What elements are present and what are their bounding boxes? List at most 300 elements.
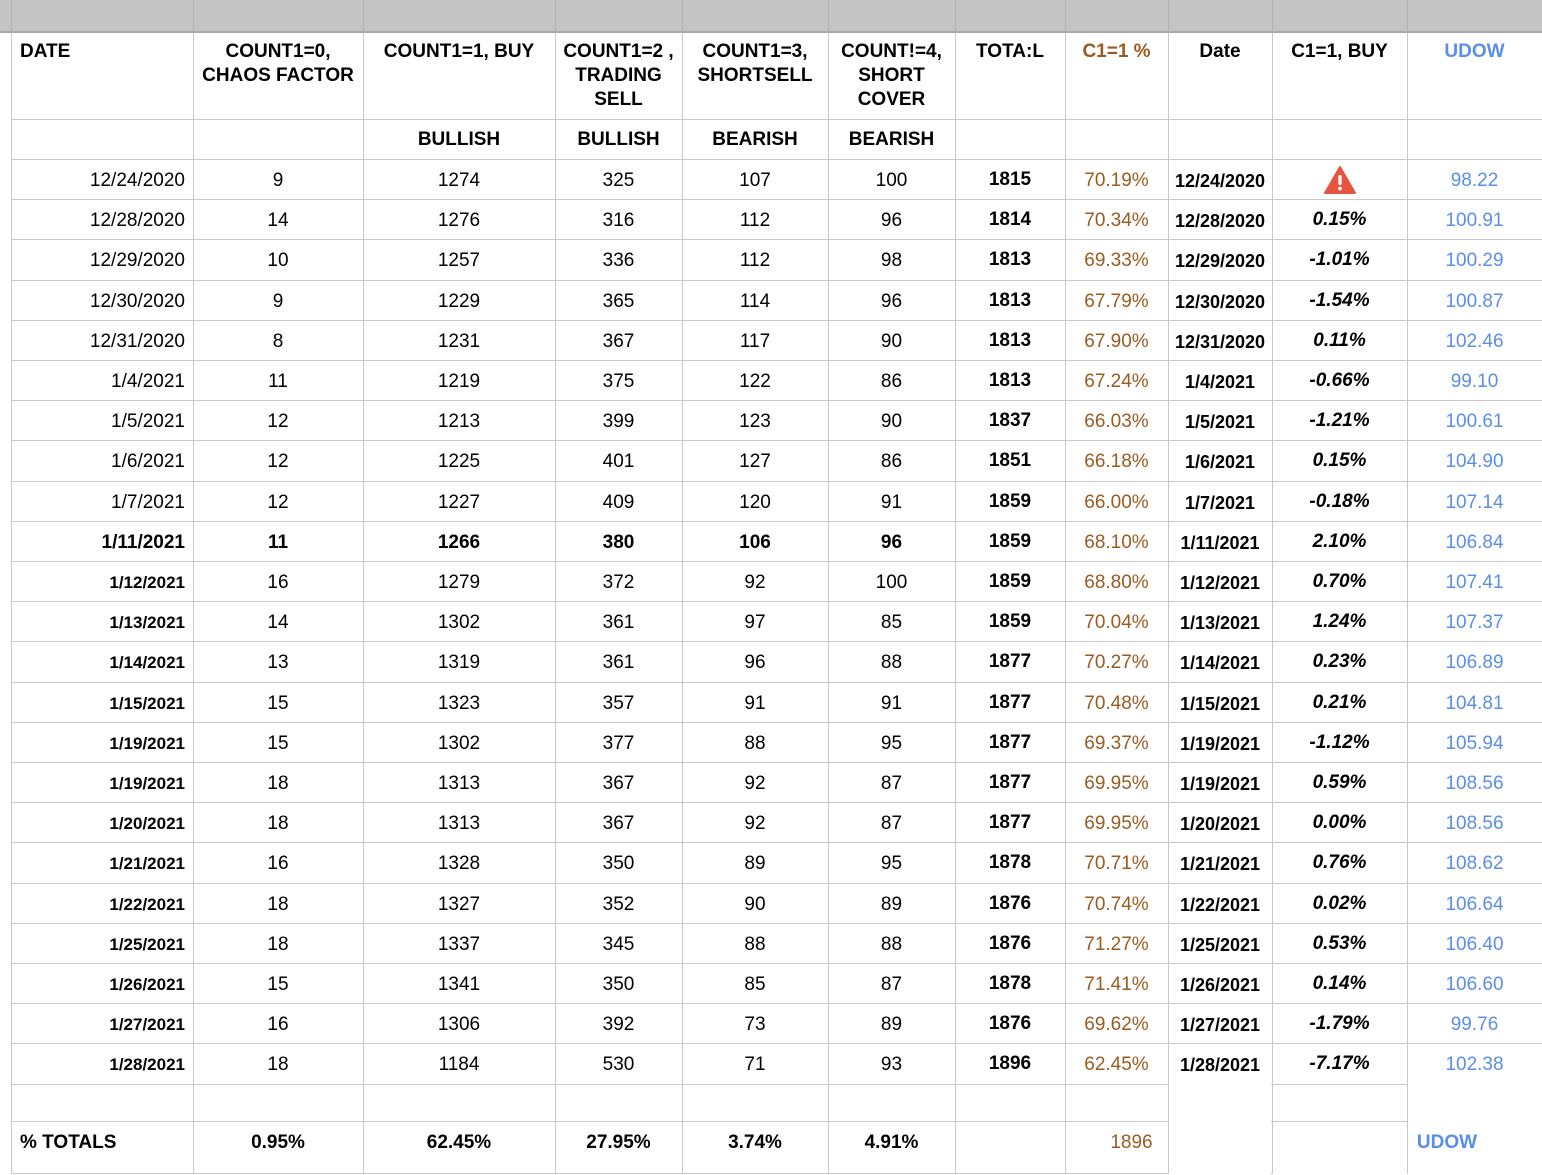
header-udow: UDOW [1444,41,1505,62]
row-date2: 1/5/2021 [1184,412,1256,432]
row-count2: 367 [602,331,635,352]
row-count1: 1337 [437,934,481,955]
row-date: 1/28/2021 [109,1055,185,1074]
row-count2: 357 [602,693,635,714]
subheader-count4: BEARISH [848,129,935,150]
row-count1: 1257 [437,250,481,271]
row-count3: 96 [744,652,766,673]
row-count4: 96 [880,532,903,553]
row-udow: 98.22 [1450,170,1499,191]
row-udow: 99.76 [1450,1014,1499,1035]
row-count4: 100 [875,572,908,593]
row-total: 1876 [988,1013,1032,1034]
row-count0: 13 [267,652,289,673]
row-date2: 1/15/2021 [1179,694,1261,714]
row-udow: 106.60 [1445,974,1504,995]
grid-cell[interactable] [193,1085,363,1121]
grid-cell[interactable] [11,120,193,159]
subheader-count2: BULLISH [577,129,660,150]
row-count1: 1219 [437,371,481,392]
row-count3: 123 [739,411,771,432]
header-c1buy: C1=1, BUY [1291,41,1388,62]
row-total: 1877 [988,651,1032,672]
row-c1-percent: 71.27% [1084,934,1149,955]
row-count3: 117 [739,331,771,352]
row-total: 1813 [988,370,1032,391]
row-c1-buy: -1.54% [1309,290,1370,311]
row-count0: 11 [267,532,289,553]
empty-area [1169,1123,1271,1175]
row-count0: 14 [267,210,289,231]
row-count4: 89 [880,894,903,915]
row-count0: 12 [267,411,289,432]
row-total: 1851 [988,450,1032,471]
blank-row [11,1085,1542,1122]
row-udow: 107.14 [1445,492,1504,513]
row-count4: 88 [880,652,903,673]
row-count0: 18 [267,773,289,794]
row-c1-percent: 69.33% [1084,250,1149,271]
row-date: 1/11/2021 [101,532,185,553]
row-count1: 1229 [437,291,481,312]
row-c1-buy: 0.70% [1312,571,1367,592]
row-c1-percent: 71.41% [1084,974,1149,995]
row-date: 1/13/2021 [109,613,185,632]
row-date: 1/15/2021 [109,694,185,713]
header-count1: COUNT1=1, BUY [383,41,535,62]
totals-count0: 0.95% [251,1132,305,1153]
row-count0: 18 [267,1054,289,1075]
row-c1-percent: 70.34% [1084,210,1149,231]
row-count0: 16 [267,853,289,874]
row-count3: 127 [739,451,771,472]
row-count2: 367 [602,773,635,794]
row-count2: 336 [602,250,635,271]
row-date2: 12/28/2020 [1174,211,1266,231]
row-date2: 1/6/2021 [1184,452,1256,472]
row-date2: 1/25/2021 [1179,935,1261,955]
row-c1-buy: 1.24% [1312,611,1367,632]
row-count0: 8 [272,331,284,352]
row-date: 1/4/2021 [111,371,185,392]
column-separator[interactable] [955,0,956,33]
row-count3: 97 [744,612,766,633]
column-separator[interactable] [193,0,194,33]
row-date2: 1/20/2021 [1179,814,1261,834]
row-count1: 1323 [437,693,481,714]
totals-count2: 27.95% [586,1132,651,1153]
row-c1-buy: 0.76% [1312,852,1367,873]
totals-count4: 4.91% [864,1132,919,1153]
row-total: 1859 [988,571,1032,592]
row-count3: 107 [739,170,771,191]
row-date2: 1/19/2021 [1179,774,1261,794]
row-count2: 350 [602,853,635,874]
row-count4: 86 [880,451,903,472]
row-c1-percent: 70.48% [1084,693,1149,714]
row-udow: 100.61 [1445,411,1504,432]
row-date: 1/22/2021 [109,895,185,914]
column-separator[interactable] [1168,0,1169,33]
row-c1-buy: -7.17% [1309,1053,1370,1074]
row-c1-buy: 0.11% [1313,330,1366,351]
subheader-count3: BEARISH [712,129,798,150]
row-c1-percent: 70.71% [1084,853,1149,874]
row-c1-percent: 68.80% [1084,572,1149,593]
row-udow: 106.64 [1445,894,1504,915]
row-udow: 108.62 [1445,853,1504,874]
row-udow: 102.46 [1445,331,1504,352]
row-count2: 372 [602,572,635,593]
header-count3: COUNT1=3, SHORTSELL [697,41,813,86]
row-count0: 16 [267,1014,289,1035]
row-c1-percent: 67.90% [1084,331,1149,352]
row-c1-percent: 69.62% [1084,1014,1149,1035]
row-count0: 9 [272,170,284,191]
row-udow: 100.29 [1445,250,1504,271]
row-count3: 90 [744,894,766,915]
row-udow: 99.10 [1450,371,1499,392]
row-count4: 90 [880,411,903,432]
header-c1pct: C1=1 % [1082,41,1151,62]
row-count2: 377 [602,733,635,754]
row-count0: 18 [267,813,289,834]
row-count2: 409 [602,492,635,513]
grid-cell[interactable] [955,1085,1065,1121]
row-total: 1876 [988,893,1032,914]
row-c1-buy: 0.21% [1312,692,1367,713]
row-c1-buy: 0.23% [1312,651,1367,672]
grid-cell[interactable] [193,120,363,159]
row-c1-buy: 2.10% [1312,531,1367,552]
row-c1-percent: 70.19% [1084,170,1149,191]
row-count2: 375 [602,371,635,392]
row-date2: 1/28/2021 [1179,1055,1261,1075]
row-c1-buy: -0.66% [1309,370,1370,391]
row-date2: 1/21/2021 [1179,854,1261,874]
header-date: DATE [20,41,71,62]
row-date2: 1/11/2021 [1180,533,1260,553]
row-count4: 85 [880,612,903,633]
row-date: 12/28/2020 [89,210,185,231]
row-count2: 530 [602,1054,635,1075]
row-c1-percent: 68.10% [1084,532,1149,553]
row-date: 1/12/2021 [109,573,185,592]
row-udow: 105.94 [1445,733,1504,754]
column-separator[interactable] [828,0,829,33]
subheader-count1: BULLISH [417,129,501,150]
row-count4: 87 [880,974,903,995]
row-count0: 14 [267,612,289,633]
row-count1: 1341 [437,974,481,995]
row-count1: 1184 [438,1054,480,1075]
row-count0: 18 [267,894,289,915]
row-count2: 361 [602,612,635,633]
row-count3: 89 [744,853,766,874]
row-count1: 1227 [437,492,481,513]
grid-cell[interactable] [555,1085,682,1121]
row-count0: 15 [267,693,289,714]
row-count2: 399 [602,411,635,432]
row-c1-buy: -0.18% [1309,491,1370,512]
row-c1-percent: 69.95% [1084,773,1149,794]
row-count3: 106 [739,532,771,553]
row-count1: 1302 [437,612,481,633]
row-count3: 92 [744,773,766,794]
row-count0: 11 [268,371,288,392]
row-count1: 1279 [437,572,481,593]
row-date: 12/24/2020 [89,170,185,191]
column-separator[interactable] [1065,0,1066,33]
row-total: 1878 [988,973,1032,994]
row-count1: 1328 [437,853,481,874]
row-date2: 1/12/2021 [1179,573,1261,593]
row-count1: 1327 [437,894,481,915]
row-date: 1/19/2021 [109,734,185,753]
row-count4: 87 [880,813,903,834]
totals-udow: UDOW [1416,1132,1478,1153]
column-separator[interactable] [363,0,364,33]
row-count2: 345 [602,934,635,955]
row-count4: 90 [880,331,903,352]
row-total: 1837 [988,410,1032,431]
row-count4: 96 [880,210,903,231]
empty-area [1273,1123,1407,1175]
row-count3: 114 [739,291,771,312]
row-count4: 91 [880,492,903,513]
row-count2: 380 [602,532,635,553]
row-date: 1/27/2021 [109,1015,185,1034]
row-count3: 112 [739,250,771,271]
row-udow: 106.84 [1445,532,1504,553]
row-date: 1/26/2021 [109,975,185,994]
row-count0: 18 [267,934,289,955]
row-total: 1813 [988,249,1032,270]
row-date2: 12/24/2020 [1174,171,1266,191]
row-count4: 98 [880,250,903,271]
totals-c1-percent: 1896 [1110,1132,1153,1153]
row-c1-buy: 0.59% [1312,772,1367,793]
row-total: 1859 [988,611,1032,632]
grid-cell[interactable] [1065,120,1168,159]
row-count2: 316 [602,210,635,231]
row-count2: 365 [602,291,635,312]
header-count2: COUNT1=2 , TRADING SELL [563,41,674,110]
row-count1: 1266 [437,532,481,553]
row-count2: 352 [602,894,635,915]
column-separator[interactable] [11,0,12,33]
row-udow: 100.91 [1445,210,1504,231]
header-total: TOTA:L [976,41,1044,62]
row-date2: 1/7/2021 [1184,493,1256,513]
row-count3: 92 [744,813,766,834]
row-count1: 1213 [437,411,481,432]
row-count3: 73 [744,1014,766,1035]
row-count0: 12 [267,492,289,513]
row-count1: 1319 [437,652,481,673]
column-header-bar[interactable] [0,0,1542,33]
row-total: 1878 [988,852,1032,873]
grid-cell[interactable] [828,1085,955,1121]
grid-cell[interactable] [1065,1085,1168,1121]
column-separator[interactable] [682,0,683,33]
row-count0: 10 [267,250,289,271]
row-date: 12/30/2020 [89,291,185,312]
empty-area [1169,1082,1271,1123]
row-count4: 96 [880,291,903,312]
row-udow: 107.37 [1445,612,1504,633]
row-date2: 1/13/2021 [1179,613,1261,633]
column-separator[interactable] [1272,0,1273,33]
row-date2: 12/30/2020 [1174,292,1266,312]
row-c1-percent: 69.37% [1084,733,1149,754]
warning-icon[interactable] [1324,166,1356,199]
header-count4: COUNT!=4, SHORT COVER [841,41,942,110]
row-count1: 1313 [437,773,481,794]
row-count1: 1306 [437,1014,481,1035]
row-total: 1813 [988,330,1032,351]
row-c1-percent: 69.95% [1084,813,1149,834]
row-date2: 1/26/2021 [1179,975,1261,995]
row-count1: 1225 [437,451,481,472]
row-count4: 86 [880,371,903,392]
row-c1-buy: 0.15% [1312,450,1367,471]
row-date2: 1/14/2021 [1179,653,1261,673]
grid-cell[interactable] [1407,120,1542,159]
row-udow: 104.90 [1445,451,1504,472]
row-count0: 15 [267,733,289,754]
row-date2: 1/27/2021 [1179,1015,1261,1035]
row-count4: 89 [880,1014,903,1035]
row-date: 12/29/2020 [89,250,185,271]
row-c1-buy: -1.79% [1309,1013,1370,1034]
row-udow: 108.56 [1445,813,1504,834]
row-c1-percent: 70.27% [1084,652,1149,673]
row-count1: 1276 [437,210,481,231]
row-c1-buy: 0.14% [1312,973,1367,994]
grid-cell[interactable] [11,1085,193,1121]
row-udow: 104.81 [1445,693,1504,714]
row-total: 1859 [988,491,1032,512]
row-total: 1877 [988,732,1032,753]
row-count4: 93 [880,1054,903,1075]
row-total: 1814 [988,209,1032,230]
grid-cell[interactable] [1168,120,1272,159]
grid-cell[interactable] [1272,1085,1407,1121]
row-count1: 1231 [437,331,481,352]
row-date: 1/21/2021 [109,854,185,873]
totals-count3: 3.74% [728,1132,782,1153]
header-count0: COUNT1=0, CHAOS FACTOR [202,41,354,86]
header-date2: Date [1199,41,1241,62]
row-udow: 102.38 [1445,1054,1504,1075]
row-date: 1/20/2021 [109,814,185,833]
grid-cell[interactable] [955,1122,1065,1173]
row-c1-percent: 67.79% [1084,291,1149,312]
row-count3: 71 [744,1054,766,1075]
row-c1-buy: -1.12% [1309,732,1370,753]
row-count4: 100 [875,170,908,191]
row-total: 1813 [988,290,1032,311]
row-date: 1/14/2021 [109,653,185,672]
row-count0: 12 [267,451,289,472]
row-count4: 95 [880,853,903,874]
grid-cell[interactable] [955,120,1065,159]
row-c1-percent: 66.03% [1084,411,1149,432]
row-total: 1876 [988,933,1032,954]
row-date: 1/19/2021 [109,774,185,793]
row-c1-buy: 0.02% [1312,893,1367,914]
row-count3: 88 [744,934,766,955]
row-total: 1896 [988,1053,1032,1074]
row-date2: 12/29/2020 [1174,251,1266,271]
row-c1-percent: 62.45% [1084,1054,1149,1075]
row-date: 1/25/2021 [109,935,185,954]
row-date: 1/5/2021 [111,411,185,432]
row-c1-buy: 0.00% [1312,812,1367,833]
row-c1-buy: 0.53% [1312,933,1367,954]
row-count1: 1274 [437,170,481,191]
row-total: 1859 [988,531,1032,552]
row-count3: 122 [739,371,771,392]
row-udow: 106.89 [1445,652,1504,673]
totals-count1: 62.45% [426,1132,492,1153]
row-count3: 112 [739,210,771,231]
row-date2: 1/19/2021 [1179,734,1261,754]
row-udow: 106.40 [1445,934,1504,955]
row-date: 1/7/2021 [111,492,185,513]
row-count0: 9 [272,291,284,312]
row-count4: 95 [880,733,903,754]
row-date2: 1/22/2021 [1179,895,1261,915]
row-c1-percent: 70.04% [1084,612,1149,633]
row-count4: 88 [880,934,903,955]
row-c1-percent: 70.74% [1084,894,1149,915]
row-c1-percent: 66.18% [1084,451,1149,472]
row-count3: 88 [744,733,766,754]
row-total: 1877 [988,772,1032,793]
row-count4: 87 [880,773,903,794]
row-total: 1815 [988,169,1032,190]
row-count4: 91 [880,693,903,714]
empty-area [1408,1082,1542,1122]
row-count1: 1302 [437,733,481,754]
row-c1-buy: 0.15% [1312,209,1367,230]
row-date2: 1/4/2021 [1184,372,1256,392]
row-count0: 16 [267,572,289,593]
row-udow: 108.56 [1445,773,1504,794]
column-separator[interactable] [555,0,556,33]
row-count2: 392 [602,1014,635,1035]
row-udow: 100.87 [1445,291,1504,312]
row-date: 1/6/2021 [111,451,185,472]
row-count2: 367 [602,813,635,834]
row-date2: 12/31/2020 [1174,332,1266,352]
row-count2: 361 [602,652,635,673]
column-separator[interactable] [1407,0,1408,33]
grid-cell[interactable] [1272,120,1407,159]
row-count0: 15 [267,974,289,995]
grid-cell[interactable] [363,1085,555,1121]
row-c1-percent: 66.00% [1084,492,1149,513]
row-count3: 85 [744,974,766,995]
row-udow: 107.41 [1445,572,1504,593]
row-total: 1877 [988,692,1032,713]
grid-cell[interactable] [682,1085,828,1121]
row-count2: 350 [602,974,635,995]
row-c1-buy: -1.01% [1309,249,1370,270]
row-count2: 325 [602,170,635,191]
